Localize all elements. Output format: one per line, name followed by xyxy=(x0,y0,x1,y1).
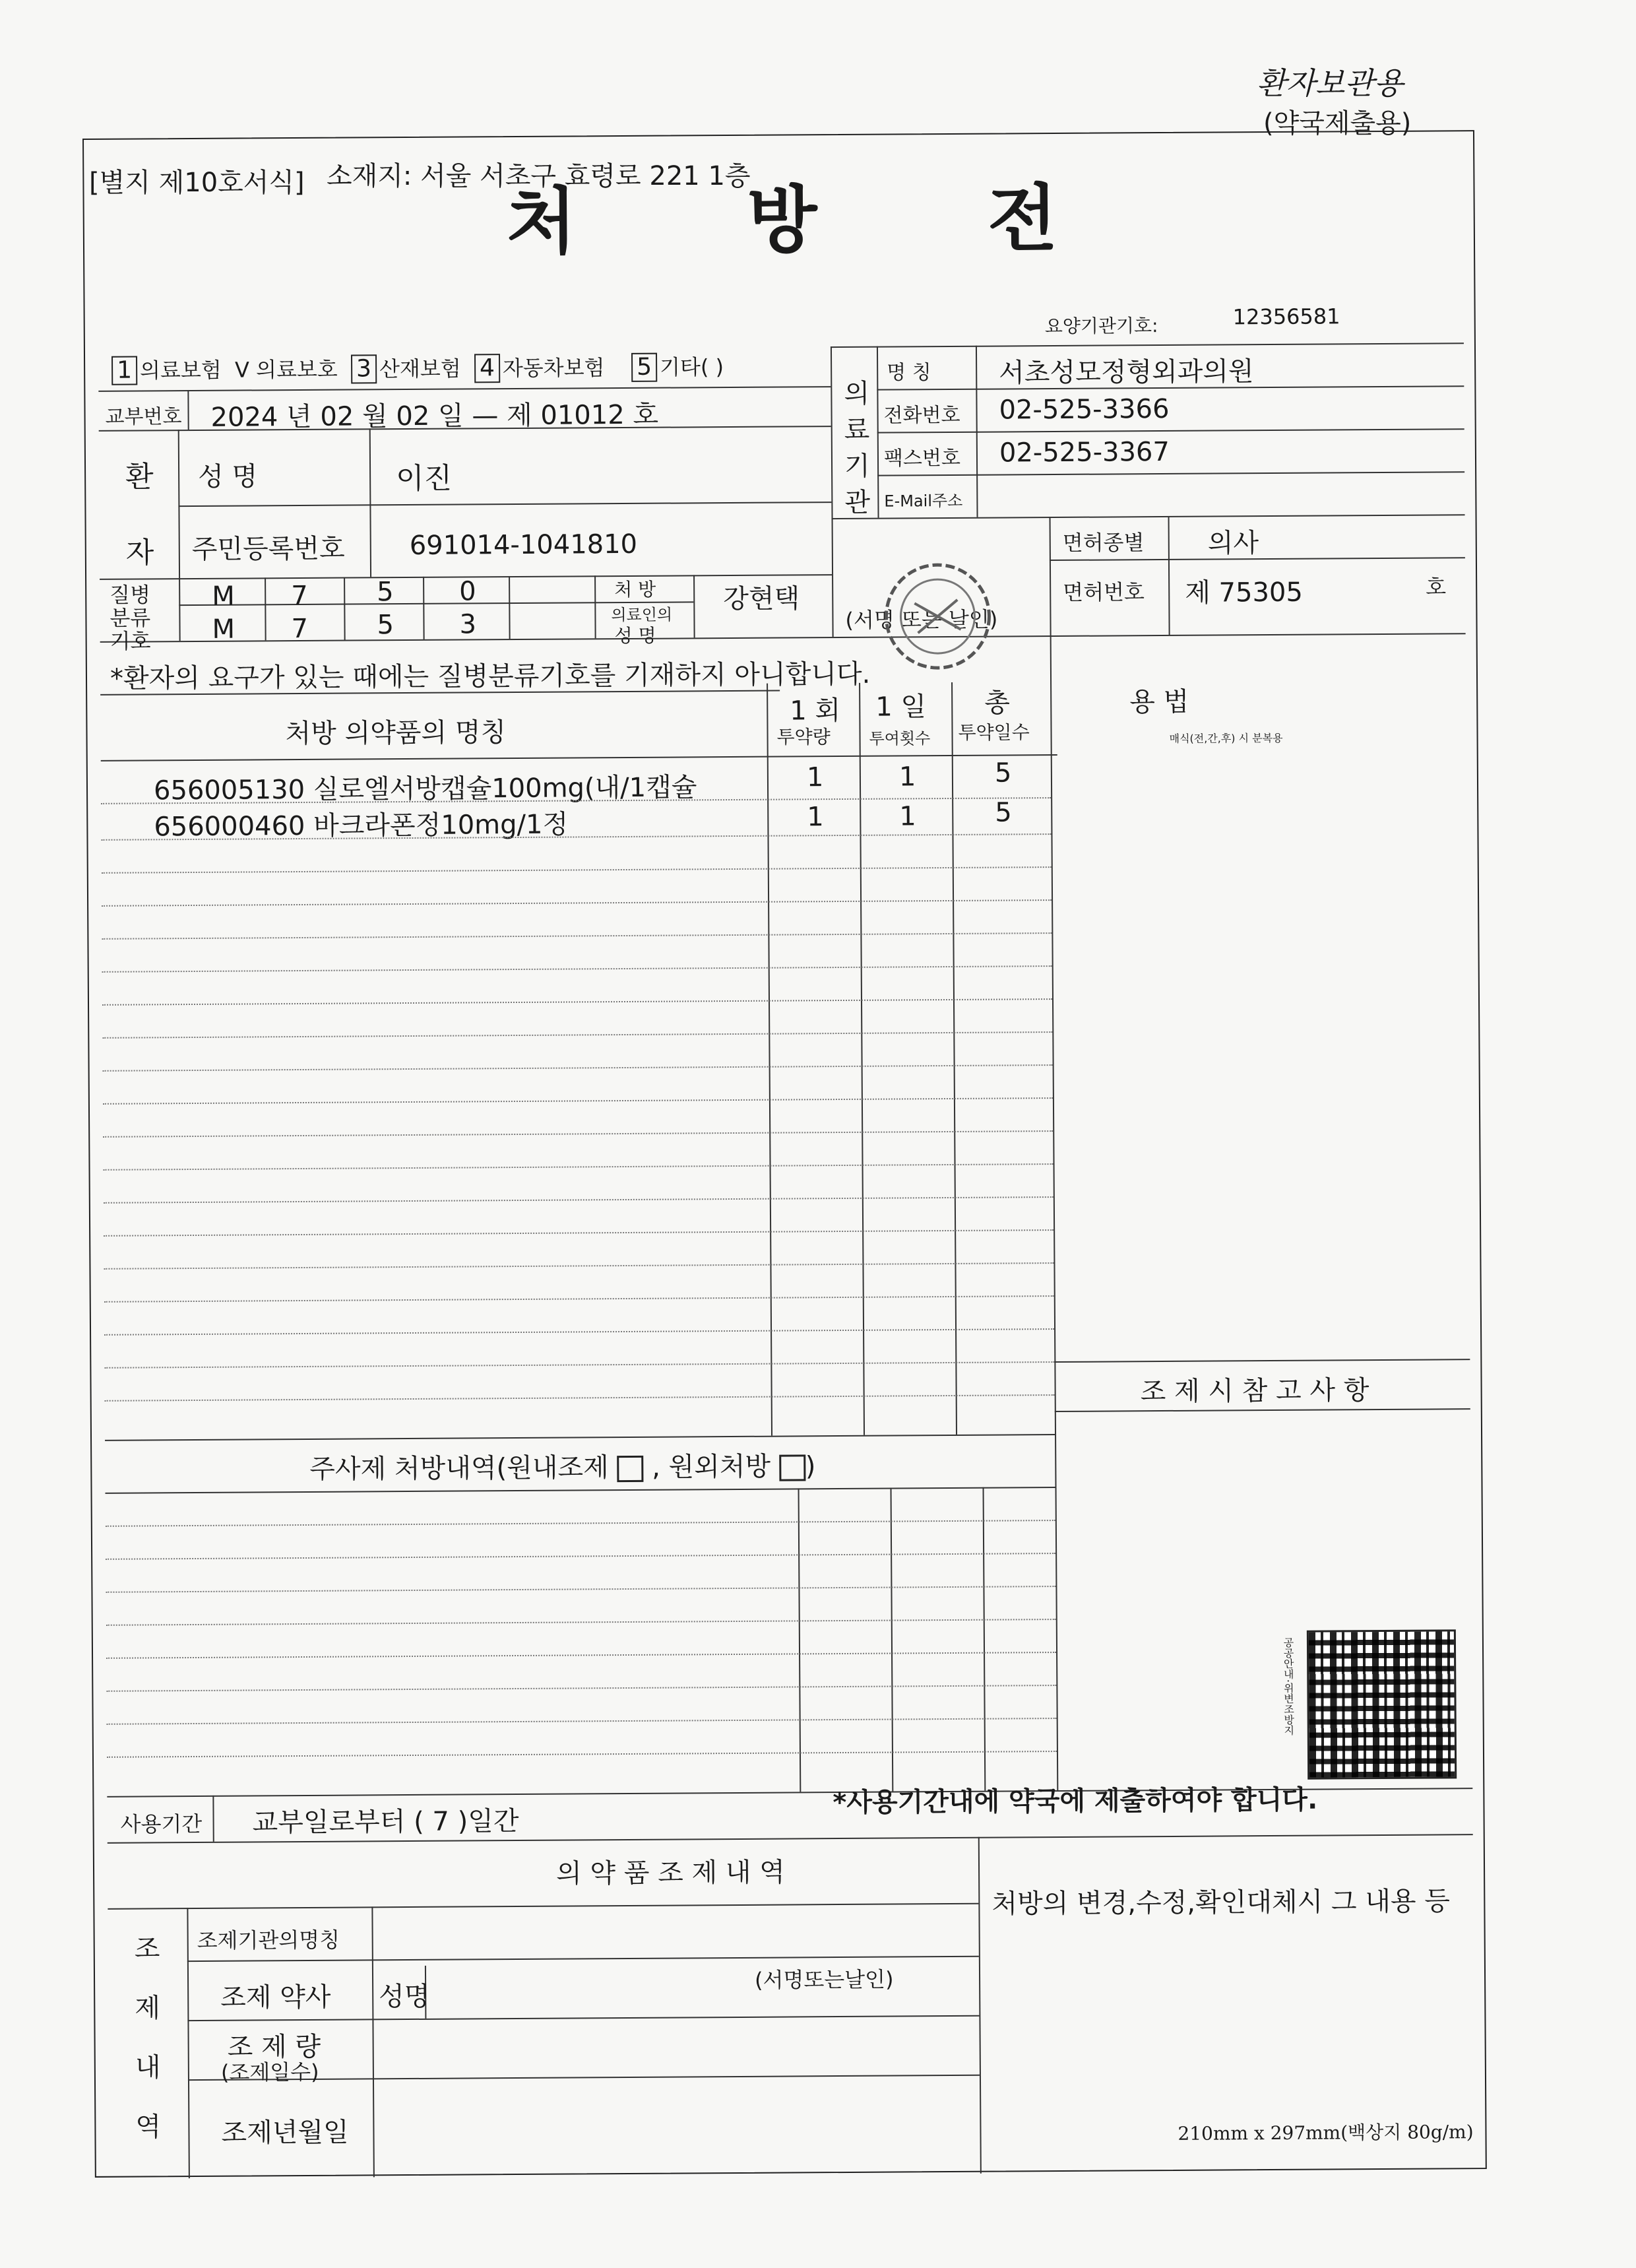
disease-code-label: 질병 xyxy=(110,582,151,608)
rx-row-dose: 1 xyxy=(806,762,824,793)
pharmacist-sign-note: (서명또는날인) xyxy=(754,1966,894,1993)
disease-code-char: M xyxy=(212,581,235,612)
corner-note: (약국제출용) xyxy=(1263,108,1412,139)
issue-number: 2024 년 02 월 02 일 — 제 01012 호 xyxy=(210,399,659,433)
patient-rrn: 691014-1041810 xyxy=(409,529,638,561)
paper-spec: 210mm x 297mm(백상지 80g/m) xyxy=(1178,2121,1474,2145)
patient-rrn-label: 주민등록번호 xyxy=(191,533,345,565)
patient-section: 자 xyxy=(125,536,154,570)
rx-row-dose: 1 xyxy=(807,802,824,833)
change-note: 처방의 변경,수정,확인대체시 그 내용 등 xyxy=(991,1886,1451,1920)
rx-header-days: 투약일수 xyxy=(958,721,1030,744)
agency-code-label: 요양기관기호: xyxy=(1044,315,1158,338)
form-frame xyxy=(82,130,1487,2178)
rx-row-days: 5 xyxy=(995,797,1012,828)
dispense-record-title: 의 약 품 조 제 내 역 xyxy=(555,1857,785,1889)
dispense-section: 역 xyxy=(135,2112,162,2143)
patient-request-note: *환자의 요구가 있는 때에는 질병분류기호를 기재하지 아니합니다. xyxy=(110,659,871,694)
rx-header-usage: 용 법 xyxy=(1129,686,1189,718)
doctor-label: 성 명 xyxy=(614,624,656,647)
rx-row-days: 5 xyxy=(994,758,1012,789)
disease-code-label: 기호 xyxy=(110,628,151,654)
rx-header-freq: 투여횟수 xyxy=(869,729,931,748)
institution-section: 기 xyxy=(844,451,870,482)
rx-row-name: 656005130 실로엘서방캡슐100mg(내/1캡슐 xyxy=(153,772,697,806)
doctor-name: 강현택 xyxy=(723,583,800,615)
rx-header-freq: 1 일 xyxy=(875,692,927,723)
form-number: [별지 제10호서식] xyxy=(89,168,305,198)
validity-label: 사용기간 xyxy=(120,1811,203,1837)
rx-row-freq: 1 xyxy=(899,801,916,832)
institution-name: 서초성모정형외과의원 xyxy=(999,356,1254,389)
page-title: 처 방 전 xyxy=(506,176,1131,265)
qr-caption: 공공안내·위변조방지 xyxy=(1281,1636,1295,1736)
dispense-section: 내 xyxy=(135,2052,161,2083)
outside-checkbox[interactable] xyxy=(779,1454,805,1481)
disease-code-label: 분류 xyxy=(110,605,151,631)
rx-row-name: 656000460 바크라폰정10mg/1정 xyxy=(154,809,569,843)
doctor-label: 의료인의 xyxy=(611,605,673,625)
qr-code xyxy=(1307,1629,1457,1779)
rx-header-dose: 투약량 xyxy=(776,726,831,748)
rx-header-usage-sub: 매식(전,간,후) 시 분복용 xyxy=(1169,731,1283,745)
license-type-label: 면허종별 xyxy=(1062,530,1145,556)
fax-number: 02-525-3367 xyxy=(999,436,1170,469)
insurance-option-3: 산재보험 xyxy=(379,356,461,382)
license-number: 제 75305 xyxy=(1185,577,1303,608)
disease-code-char: 0 xyxy=(459,576,476,607)
dispense-date-label: 조제년월일 xyxy=(221,2117,349,2149)
rx-header-dose: 1 회 xyxy=(790,695,841,727)
institution-section: 관 xyxy=(844,487,871,518)
patient-name-label: 성 명 xyxy=(197,461,258,492)
disease-code-char: M xyxy=(212,614,236,645)
dispense-amount-label: 조 제 량 xyxy=(227,2031,321,2063)
disease-code-char: 7 xyxy=(291,613,309,645)
validity-notice: *사용기간내에 약국에 제출하여야 합니다. xyxy=(833,1784,1318,1819)
disease-code-char: 5 xyxy=(377,610,394,641)
insurance-options: 1 의료보험 V 의료보호 3 산재보험 4 자동차보험 5 기타( ) xyxy=(111,350,724,385)
patient-name: 이진 xyxy=(396,461,453,496)
disease-code-char: 7 xyxy=(291,580,308,612)
license-number-suffix: 호 xyxy=(1426,574,1447,600)
fax-label: 팩스번호 xyxy=(883,446,961,470)
disease-code-char: 5 xyxy=(377,577,394,608)
rx-row-freq: 1 xyxy=(898,761,916,793)
doctor-seal-stamp xyxy=(878,557,997,676)
pharmacy-name-label: 조제기관의명칭 xyxy=(197,1927,340,1953)
agency-code: 12356581 xyxy=(1232,304,1340,330)
address: 소재지: 서울 서초구 효령로 221 1층 xyxy=(327,161,751,191)
in-house-checkbox[interactable] xyxy=(617,1456,643,1482)
license-type: 의사 xyxy=(1207,528,1259,559)
issue-number-label: 교부번호 xyxy=(105,405,182,429)
dispense-reference-label: 조 제 시 참 고 사 항 xyxy=(1140,1375,1369,1408)
disease-code-char: 3 xyxy=(459,609,477,640)
injection-label: 주사제 처방내역(원내조제 , 원외처방 ) xyxy=(309,1451,816,1485)
rx-header-name: 처방 의약품의 명칭 xyxy=(285,717,507,750)
dispense-section: 조 xyxy=(134,1933,160,1964)
pharmacist-name-label: 성명 xyxy=(379,1981,430,2013)
insurance-option-4: 자동차보험 xyxy=(502,355,605,381)
institution-section: 의 xyxy=(844,378,870,409)
doctor-label: 처 방 xyxy=(614,578,656,601)
doctor-sign-note: (서명 또는 날인) xyxy=(845,606,998,633)
handwritten-note: 환자보관용 xyxy=(1257,65,1404,101)
license-number-label: 면허번호 xyxy=(1063,579,1145,605)
pharmacist-label: 조제 약사 xyxy=(220,1982,331,2013)
institution-name-label: 명 칭 xyxy=(887,361,931,385)
phone-label: 전화번호 xyxy=(883,403,960,428)
email-label: E-Mail주소 xyxy=(884,491,963,511)
dispense-section: 제 xyxy=(135,1993,161,2024)
phone-number: 02-525-3366 xyxy=(999,393,1170,426)
dispense-amount-sub: (조제일수) xyxy=(220,2059,319,2085)
validity-period: 교부일로부터 ( 7 )일간 xyxy=(252,1806,519,1838)
patient-section: 환 xyxy=(125,460,154,494)
insurance-option-2: 의료보호 xyxy=(255,356,338,383)
rx-header-days: 총 xyxy=(984,688,1011,719)
insurance-option-5: 기타( ) xyxy=(659,354,724,380)
insurance-option-1: 의료보험 xyxy=(139,357,222,383)
institution-section: 료 xyxy=(844,414,870,445)
